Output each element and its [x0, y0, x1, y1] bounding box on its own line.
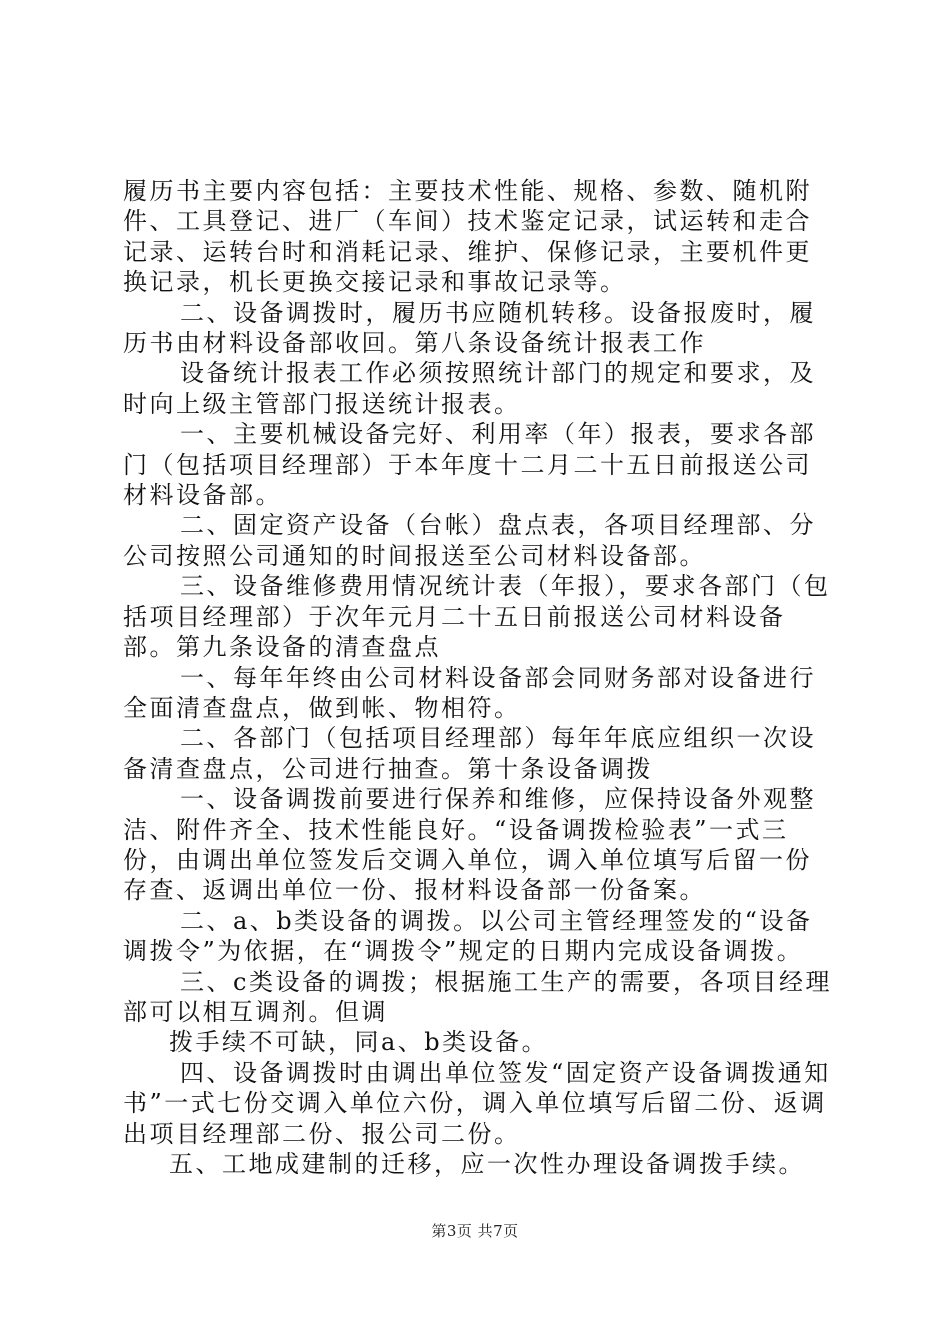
paragraph-statistics-item-2: 二、固定资产设备（台帐）盘点表，各项目经理部、分公司按照公司通知的时间报送至公司材料设备部。: [123, 511, 816, 570]
document-body: [123, 176, 835, 1179]
paragraph-statistics-item-3: 三、设备维修费用情况统计表（年报），要求各部门（包括项目经理部）于次年元月二十五日前报送公司材料设备部。第九条设备的清查盘点: [123, 572, 831, 662]
paragraph-resume-contents: 履历书主要内容包括：主要技术性能、规格、参数、随机附件、工具登记、进厂（车间）技术鉴定记录，试运转和走合记录、运转台时和消耗记录、维护、保修记录，主要机件更换记录，机长更换交接记录和事故记录等。: [123, 177, 812, 297]
page-number-footer: 第3页 共7页: [431, 1222, 519, 1240]
paragraph-allocation-item-5: 五、工地成建制的迁移，应一次性办理设备调拨手续。: [169, 1150, 805, 1178]
paragraph-statistics-item-1: 一、主要机械设备完好、利用率（年）报表，要求各部门（包括项目经理部）于本年度十二月二十五日前报送公司材料设备部。: [123, 420, 816, 510]
paragraph-transfer-resume: 二、设备调拨时，履历书应随机转移。设备报废时，履历书由材料设备部收回。第八条设备统计报表工作: [123, 298, 816, 358]
paragraph-inventory-item-1: 一、每年年终由公司材料设备部会同财务部对设备进行全面清查盘点，做到帐、物相符。: [123, 663, 816, 722]
paragraph-statistics-requirement: 设备统计报表工作必须按照统计部门的规定和要求，及时向上级主管部门报送统计报表。: [123, 359, 816, 418]
paragraph-allocation-item-3-continued: 拨手续不可缺，同a、b类设备。: [169, 1028, 549, 1057]
paragraph-inventory-item-2: 二、各部门（包括项目经理部）每年年底应组织一次设备清查盘点，公司进行抽查。第十条设备调拨: [123, 724, 816, 783]
paragraph-allocation-item-3: 三、c类设备的调拨；根据施工生产的需要，各项目经理部可以相互调剂。但调: [123, 967, 832, 1026]
paragraph-allocation-item-1: 一、设备调拨前要进行保养和维修，应保持设备外观整洁、附件齐全、技术性能良好。“设备调拨检验表”一式三份，由调出单位签发后交调入单位，调入单位填写后留一份存查、返调出单位一份、报材料设备部一份备案。: [123, 785, 816, 905]
paragraph-allocation-item-4: 四、设备调拨时由调出单位签发“固定资产设备调拨通知书”一式七份交调入单位六份，调入单位填写后留二份、返调出项目经理部二份、报公司二份。: [123, 1058, 831, 1148]
paragraph-allocation-item-2: 二、a、b类设备的调拨。以公司主管经理签发的“设备调拨令”为依据，在“调拨令”规定的日期内完成设备调拨。: [123, 906, 813, 966]
